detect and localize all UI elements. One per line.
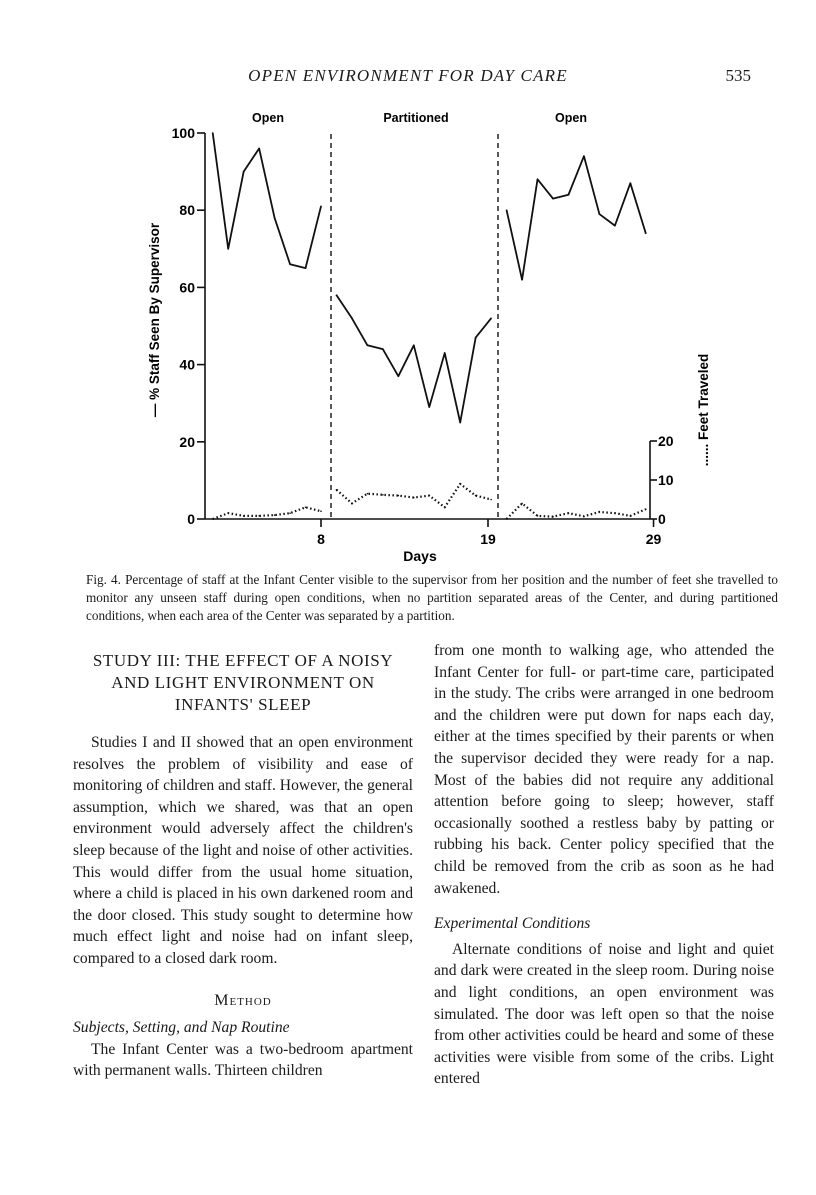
staff-seen-point [212, 132, 214, 134]
x-tick-label: 8 [317, 531, 325, 547]
y-tick-label-left: 0 [187, 511, 195, 527]
feet-traveled-point [243, 515, 245, 517]
subjects-paragraph-start: The Infant Center was a two-bedroom apartment with permanent walls. Thirteen children [73, 1040, 413, 1080]
staff-seen-point [537, 179, 539, 181]
y-tick-label-left: 40 [179, 356, 195, 373]
y-axis-label-left: — % Staff Seen By Supervisor [147, 222, 162, 418]
y-axis-label-right: ...... Feet Traveled [696, 353, 711, 467]
feet-traveled-point [614, 512, 616, 514]
feet-traveled-point [506, 518, 508, 520]
feet-traveled-point [568, 512, 570, 514]
staff-seen-point [428, 406, 430, 408]
feet-traveled-point [599, 511, 601, 513]
y-tick-label-left: 60 [179, 279, 195, 296]
feet-traveled-point [320, 510, 322, 512]
feet-traveled-line-3 [507, 503, 646, 519]
staff-seen-point [320, 206, 322, 208]
feet-traveled-point [444, 507, 446, 509]
feet-traveled-point [382, 494, 384, 496]
feet-traveled-point [274, 514, 276, 516]
condition-label: Partitioned [383, 111, 449, 125]
figure-caption: Fig. 4. Percentage of staff at the Infant Center visible to the supervisor from her position and the number of feet she travelled to monitor any unseen staff during open conditions, when no partition separated areas of the Center, and during partitioned conditions, when each area of the Center was separated by a partition. [86, 572, 778, 623]
y-tick-label-right: 0 [658, 511, 666, 527]
feet-traveled-point [583, 515, 585, 517]
staff-seen-point [413, 345, 415, 347]
staff-seen-point [336, 294, 338, 296]
feet-traveled-point [336, 489, 338, 491]
feet-traveled-point [258, 515, 260, 517]
staff-seen-point [367, 345, 369, 347]
y-tick-label-left: 80 [179, 202, 195, 219]
feet-traveled-point [645, 508, 647, 510]
feet-traveled-point [459, 483, 461, 485]
y-tick-label-right: 20 [658, 433, 674, 449]
feet-traveled-point [428, 495, 430, 497]
running-header [0, 66, 816, 90]
staff-seen-point [583, 155, 585, 157]
page-number: 535 [725, 66, 751, 85]
staff-seen-line-3 [507, 156, 646, 280]
feet-traveled-point [630, 515, 632, 517]
staff-seen-point [289, 263, 291, 265]
feet-traveled-point [490, 499, 492, 501]
experimental-conditions-heading: Experimental Conditions [434, 915, 591, 933]
feet-traveled-point [413, 497, 415, 499]
staff-seen-point [351, 317, 353, 319]
x-tick-label: 29 [645, 531, 662, 547]
staff-seen-point [599, 213, 601, 215]
method-heading: Method [214, 991, 272, 1009]
feet-traveled-point [351, 503, 353, 505]
staff-seen-point [614, 225, 616, 227]
feet-traveled-point [305, 507, 307, 509]
feet-traveled-point [521, 503, 523, 505]
figure-4-chart [0, 100, 816, 570]
feet-traveled-point [227, 512, 229, 514]
left-column [73, 650, 413, 1082]
staff-seen-point [243, 171, 245, 173]
staff-seen-point [227, 248, 229, 250]
staff-seen-point [552, 198, 554, 200]
study-heading: STUDY III: THE EFFECT OF A NOISY AND LIGHT ENVIRONMENT ON INFANTS' SLEEP [92, 651, 394, 714]
feet-traveled-point [475, 495, 477, 497]
condition-label: Open [555, 111, 587, 125]
staff-seen-point [645, 233, 647, 235]
running-title: OPEN ENVIRONMENT FOR DAY CARE [248, 66, 568, 85]
staff-seen-point [490, 317, 492, 319]
staff-seen-point [274, 217, 276, 219]
y-tick-label-left: 20 [179, 433, 195, 450]
feet-traveled-point [289, 512, 291, 514]
feet-traveled-point [367, 493, 369, 495]
staff-seen-line-2 [336, 295, 491, 422]
feet-traveled-point [537, 515, 539, 517]
feet-traveled-line-2 [336, 484, 491, 507]
feet-traveled-point [212, 518, 214, 520]
subjects-paragraph-continued: from one month to walking age, who attended the Infant Center for full- or part-time care, participated in the study. The cribs were arranged in one bedroom and the children were put down for naps each day, either at the times specified by their parents or when the supervisor decided they were ready for a nap. Most of the babies did not require any additional attention before going to sleep; however, staff occasionally soothed a restless baby by patting or rubbing his back. Center policy specified that the child be removed from the crib as soon as he had awakened. [434, 642, 774, 897]
y-tick-label-right: 10 [658, 472, 674, 488]
staff-seen-point [521, 279, 523, 281]
staff-seen-point [475, 337, 477, 339]
staff-seen-point [382, 348, 384, 350]
staff-seen-point [444, 352, 446, 354]
staff-seen-point [568, 194, 570, 196]
staff-seen-point [459, 422, 461, 424]
staff-seen-line-1 [213, 133, 321, 268]
feet-traveled-point [398, 495, 400, 497]
staff-seen-point [506, 209, 508, 211]
experimental-conditions-paragraph: Alternate conditions of noise and light and quiet and dark were created in the sleep room. During noise and light conditions, an open environment was simulated. The door was left open so that the noise from other activities could be heard and some of these activities were visible from some of the cribs. Light entered [434, 940, 774, 1088]
right-column [434, 640, 774, 1090]
staff-seen-point [258, 148, 260, 150]
y-tick-label-left: 100 [171, 125, 195, 141]
x-axis-label: Days [403, 548, 437, 564]
condition-label: Open [252, 111, 284, 125]
x-tick-label: 19 [480, 531, 496, 547]
feet-traveled-point [552, 516, 554, 518]
staff-seen-point [398, 375, 400, 377]
staff-seen-point [630, 182, 632, 184]
subjects-heading: Subjects, Setting, and Nap Routine [73, 1019, 290, 1037]
intro-paragraph: Studies I and II showed that an open environment resolves the problem of visibility and ease of monitoring of children and staff. However, the general assumption, which we shared, was that an open environment would adversely affect the children's sleep because of the light and noise of other activities. This would differ from the usual home situation, where a child is placed in his own darkened room and the door closed. This study sought to determine how much effect light and noise had on infant sleep, compared to a closed dark room. [73, 734, 413, 967]
staff-seen-point [305, 267, 307, 269]
